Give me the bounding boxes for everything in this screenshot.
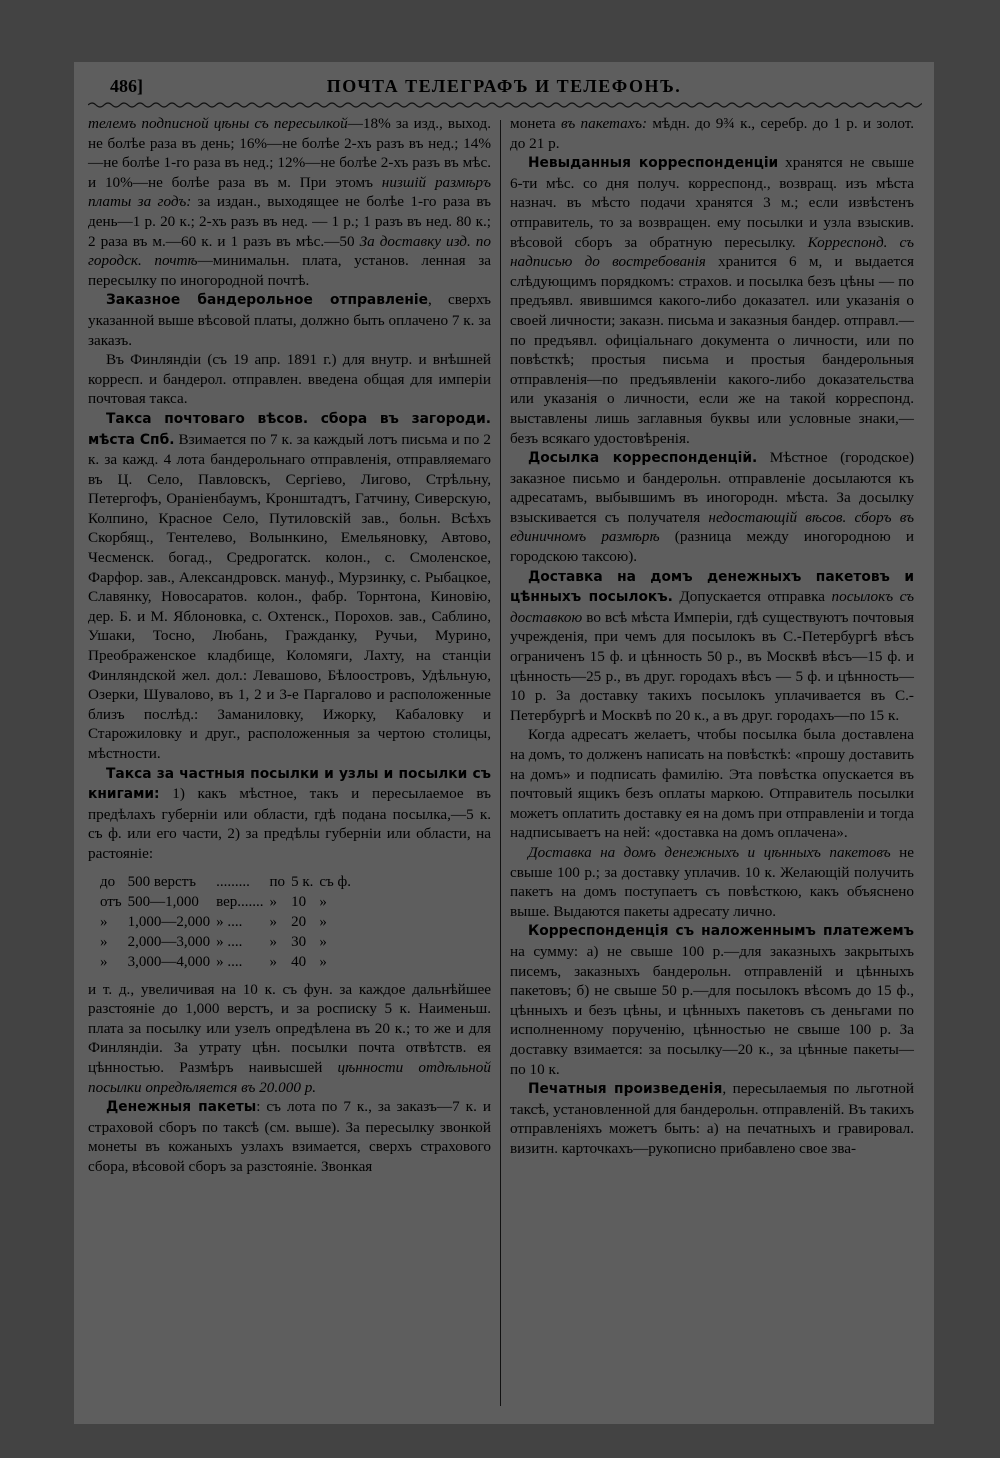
text-run: (разница между иногородною и городскою таксою).: [510, 528, 914, 566]
rate-cell: »: [269, 933, 278, 950]
page-number: 486]: [110, 76, 143, 96]
rate-cell: » ....: [216, 933, 243, 950]
rate-row: [100, 872, 357, 892]
text-run: 1) какъ мѣстное, такъ и пересылаемое въ предѣлахъ губерніи или области, гдѣ подана посылка,—5 к. съ ф. или его части, 2) за предѣлы губерніи или области, на растояніе:: [88, 785, 491, 862]
text-run: на сумму: а) не свыше 100 р.—для заказныхъ закрытыхъ писемъ, заказныхъ бандерольн. отправленій и цѣнныхъ пакетовъ; б) не свыше 50 р.—для посылокъ вѣсомъ до 15 ф., цѣнныхъ и безъ цѣны, и цѣнныхъ пакетовъ съ деньгами по исполненному порученію, цѣнностью не свыше 100 р. За доставку взимается: за посылку—20 к., за цѣнные пакеты—по 10 к.: [510, 942, 914, 1078]
section-heading: Такса почтоваго вѣсов. сбора въ загороди. мѣста Спб.: [88, 410, 491, 448]
rate-cell: 5 к.: [291, 873, 314, 890]
section-heading: Денежныя пакеты: [106, 1099, 257, 1116]
paragraph-home-delivery: [510, 567, 914, 726]
paragraph-rate-increase: [88, 980, 491, 1098]
text-run: Мѣстное (городское) заказное письмо и бандерольн. отправленіе досылаются къ адресатамъ, выбывшимъ въ иногородн. мѣста. За досылку взыскивается съ получателя: [510, 449, 914, 526]
rate-row: [100, 952, 357, 972]
rate-cell: 30: [291, 933, 307, 950]
italic-phrase: посылокъ съ доставкою: [510, 588, 915, 626]
rate-cell: 40: [291, 953, 307, 970]
rate-cell: »: [319, 953, 327, 970]
rate-row: [100, 932, 357, 952]
rate-cell: .........: [216, 873, 250, 890]
rate-cell: »: [100, 913, 108, 930]
rate-cell: 500—1,000: [127, 893, 199, 910]
text-run: не свыше 100 р.; за доставку уплачив. 10 к. Желающій получить пакетъ на домъ поступаетъ съ повѣсткою, какъ объяснено выше. Выдаются пакеты адресату лично.: [510, 843, 914, 920]
italic-phrase: цѣнности отдѣльной посылки опредѣляется въ 20.000 р.: [88, 1058, 491, 1096]
paragraph-finland: Въ Финляндіи (съ 19 апр. 1891 г.) для внутр. и внѣшней корресп. и бандерол. отправлен. введена общая для имперіи почтовая такса.: [88, 351, 491, 408]
paragraph-parcel-tariff: [88, 764, 491, 864]
rate-cell: »: [100, 953, 108, 970]
text-run: и т. д., увеличивая на 10 к. съ фун. за каждое дальнѣйшее разстояніе до 1,000 верстъ, и за роспиcку 5 к. Наименьш. плата за посылку или узелъ опредѣлена въ 20 к.; то же и для Финляндіи. За утрату цѣн. посылки почта отвѣтств. ея цѣнностью. Размѣръ наивысшей: [88, 980, 491, 1076]
text-columns: [88, 114, 922, 1412]
rate-cell: 2,000—3,000: [127, 933, 211, 950]
running-title: ПОЧТА ТЕЛЕГРАФЪ И ТЕЛЕФОНЪ.: [326, 76, 682, 96]
section-heading: Досылка корреспонденцій.: [528, 450, 758, 467]
italic-phrase: Доставка на домъ денежныхъ и цѣнныхъ пакетовъ: [528, 843, 891, 861]
rate-cell: »: [269, 953, 278, 970]
text-run: за издан., выходящее не болѣе 1-го раза въ день—1 р. 20 к.; 2-хъ разъ въ нед. — 1 р.; 1 разъ въ нед. 80 к.; 2 раза въ м.—60 к. и 1 разъ въ мѣс.—50: [88, 193, 491, 250]
text-run: Допускается отправка: [672, 588, 832, 606]
paragraph-registered-printed-matter: [88, 290, 491, 350]
text-run: мѣдн. до 9¾ к., серебр. до 1 р. и золот. до 21 р.: [510, 115, 915, 152]
column-divider: [500, 120, 501, 1406]
book-page: [74, 62, 934, 1424]
left-column: [88, 114, 491, 1177]
rate-cell: »: [319, 933, 327, 950]
rate-cell: 3,000—4,000: [127, 953, 211, 970]
rate-cell: »: [319, 913, 327, 930]
right-column: [510, 114, 914, 1158]
text-run: во всѣ мѣста Имперіи, гдѣ существуютъ почтовыя учрежденія, при чемъ для посылокъ въ С.-Петербургѣ вѣсъ ограниченъ 15 ф. и цѣнность 50 р., въ Москвѣ вѣсъ—15 ф. и цѣнность—25 р., въ друг. городахъ вѣсъ — 5 ф. и цѣнность—10 р. За доставку такихъ посылокъ уплачивается въ С.-Петербургѣ и Москвѣ по 20 к., а въ друг. городахъ—по 15 к.: [510, 608, 914, 724]
rate-row: [100, 892, 357, 912]
rate-cell: »: [269, 913, 278, 930]
rate-cell: съ ф.: [319, 873, 351, 890]
rate-cell: до: [100, 873, 116, 890]
italic-phrase: Корреспонд. съ надписью до востребованія: [510, 233, 914, 271]
rate-cell: 500 верстъ: [127, 873, 196, 890]
rate-cell: отъ: [100, 893, 122, 910]
paragraph-coins: [510, 114, 914, 153]
paragraph-cash-on-delivery: [510, 921, 914, 1079]
text-run: хранятся не свыше 6-ти мѣс. со дня получ. корреспонд., возвращ. изъ мѣста назнач. въ мѣсто подачи хранятся 3 м.; если извѣстенъ отправитель, то за возвращен. ему посылки и узла взыскив. вѣсовой сборъ за обратную пересылку.: [510, 154, 914, 251]
section-heading: Печатныя произведенія: [528, 1081, 723, 1098]
italic-phrase: низшій размѣръ платы за годъ:: [88, 173, 491, 211]
text-run: , сверхъ указанной выше вѣсовой платы, должно быть оплачено 7 к. за заказъ.: [88, 291, 491, 349]
italic-phrase: телемъ подписной цѣны съ пересылкой: [88, 115, 348, 132]
rate-cell: вер.......: [216, 893, 264, 910]
section-heading: Невыданныя корреспонденціи: [528, 155, 779, 172]
italic-phrase: въ пакетахъ:: [560, 115, 648, 132]
section-heading: Корреспонденція съ наложеннымъ платежемъ: [528, 923, 914, 940]
paragraph-forwarding: [510, 448, 914, 567]
text-run: монета: [510, 115, 561, 132]
paragraph-subscription-fees: [88, 114, 491, 290]
text-run: Взимается по 7 к. за каждый лотъ письма и по 2 к. за кажд. 4 лота бандерольнаго отправленія, отправляемаго въ Ц. Село, Павловскъ, Сергіево, Лигово, Стрѣльну, Петергофъ, Ораніенбаумъ, Кронштадтъ, Гатчину, Сиверскую, Колпино, Красное Село, Путиловскій зав., больн. Всѣхъ Скорбящ., Тентелево, Волынкино, Емельяновку, Автово, Чесменск. богад., Средрогатск. колон., с. Смоленское, Фарфор. зав., Александровск. мануф., Мурзинку, с. Рыбацкое, Славянку, Новосаратов. колон., фабр. Торнтона, Киновію, дер. Б. и М. Яблоновка, с. Охтенск., Порохов. зав., Саблино, Ушаки, Тосно, Любань, Гражданку, Ручьи, Мурино, Преображенское кладбище, Коломяги, Лахту, на станціи Финляндской жел. дол.: Левашово, Бѣлоостровъ, Удѣльную, Озерки, Шувалово, въ 1, 2 и 3-е Паргалово и расположенные близъ послѣд.: Заманиловку, Ижорку, Кабаловку и Старожиловку и друг., расположенныя за чертою столицы, мѣстности.: [88, 430, 491, 762]
text-run: : съ лота по 7 к., за заказъ—7 к. и страховой сборъ по таксѣ (см. выше). За пересылку звонкой монеты въ кожаныхъ узлахъ взимается, сверхъ страхового сбора, вѣсовой сборъ за разстояніе. Звонкая: [88, 1098, 492, 1175]
text-run: —18% за изд., выход. не болѣе раза въ день; 16%—не болѣе 2-хъ разъ въ нед.; 14%—не болѣе 1-го раза въ нед.; 12%—не болѣе 2-хъ разъ въ мѣс. и 10%—не болѣе раза въ м. При этомъ: [88, 115, 491, 191]
paragraph-printed-matter: [510, 1079, 914, 1158]
text-run: , пересылаемыя по льготной таксѣ, установленной для бандерольн. отправленій. Въ такихъ отправленіяхъ можетъ быть: а) на печатныхъ и гравировал. визитн. карточкахъ—рукописно прибавлено свое зва-: [510, 1080, 914, 1157]
rate-row: [100, 912, 357, 932]
section-heading: Заказное бандерольное отправленіе: [106, 292, 429, 309]
paragraph-undelivered-mail: [510, 153, 914, 448]
paragraph-money-packets: [88, 1097, 491, 1176]
text-run: —минимальн. плата, установ. ленная за пересылку по иногородной почтѣ.: [88, 252, 492, 289]
italic-phrase: недостающій вѣсов. сборъ въ единичномъ размѣрѣ: [510, 508, 915, 546]
rate-cell: »: [100, 933, 108, 950]
distance-rate-table: [100, 872, 357, 972]
rate-cell: »: [319, 893, 327, 910]
section-heading: Доставка на домъ денежныхъ пакетовъ и цѣнныхъ посылокъ.: [510, 568, 914, 606]
paragraph-addressee-request: Когда адресатъ желаетъ, чтобы посылка была доставлена на домъ, то долженъ написать на повѣсткѣ: «прошу доставить на домъ» и подписать фамилію. Эта повѣстка опускается въ почтовый ящикъ безъ оплаты маркою. Отправитель посылки можетъ оплатить доставку ея на домъ при отправленіи и тогда надписываетъ на ней: «доставка на домъ оплачена».: [510, 726, 914, 842]
rate-cell: 10: [291, 893, 307, 910]
text-run: хранится 6 м, и выдается слѣдующимъ порядкомъ: страхов. и посылка безъ цѣны — по предъявл. явившимся какого-либо доказател. или указанія о своей личности; заказн. письма и заказныя бандер. отправл.—по предъявл. офиціальнаго документа о личности, или по повѣсткѣ; простыя письма и простыя бандерольныя отправленія—по предъявленіи какого-либо доказательства или указанія о личности, если же на такой корреспонд. выставлены лишь заглавныя буквы или условные знаки,—безъ всякаго удостовѣренія.: [510, 253, 914, 447]
italic-phrase: За доставку изд. по городск. почтѣ: [88, 232, 491, 270]
rate-cell: »: [269, 893, 278, 910]
section-heading: Такса за частныя посылки и узлы и посылки съ книгами:: [88, 765, 491, 803]
rate-cell: » ....: [216, 913, 243, 930]
rate-cell: 20: [291, 913, 307, 930]
rate-cell: 1,000—2,000: [127, 913, 211, 930]
wavy-header-rule: [88, 100, 922, 110]
paragraph-suburban-tariff: [88, 409, 491, 764]
rate-cell: » ....: [216, 953, 243, 970]
rate-cell: по: [269, 873, 286, 890]
paragraph-money-delivery: [510, 843, 914, 921]
